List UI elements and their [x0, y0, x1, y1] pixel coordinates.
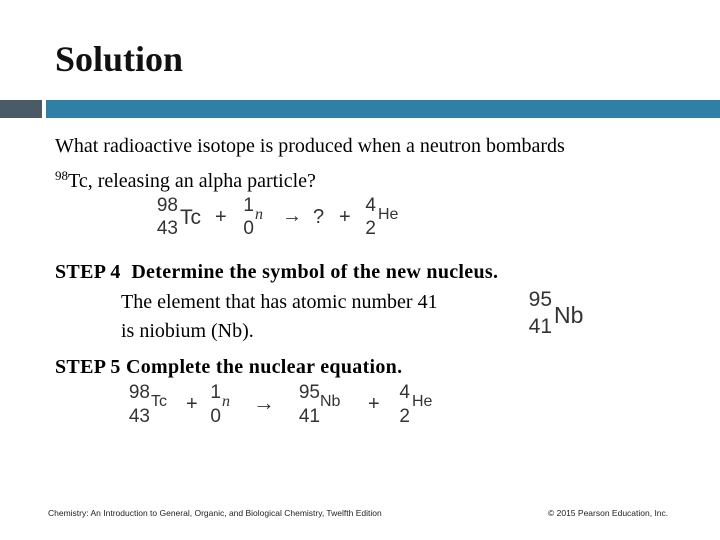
slide-title: Solution — [55, 39, 184, 79]
footer-copyright: © 2015 Pearson Education, Inc. — [548, 508, 669, 518]
eq1-he-atomic: 2 — [365, 218, 376, 239]
eq1-tc-mass: 98 — [156, 195, 178, 216]
nb-mass: 95 — [528, 288, 552, 311]
eq2-tc-symbol: Tc — [151, 393, 167, 410]
nb-symbol: Nb — [554, 302, 584, 328]
eq2-plus-2: + — [368, 393, 380, 415]
nb-atomic: 41 — [528, 315, 552, 338]
eq2-nb-atomic: 41 — [298, 406, 320, 427]
question-text — [55, 132, 695, 196]
eq1-unknown: ? — [313, 206, 325, 228]
eq1-tc-symbol: Tc — [180, 206, 201, 229]
question-superscript: 98 — [55, 168, 68, 183]
eq1-he-mass: 4 — [365, 195, 376, 216]
eq2-nb-symbol: Nb — [320, 393, 341, 410]
step5-heading: STEP 5 Complete the nuclear equation. — [55, 356, 403, 378]
eq2-arrow: → — [253, 390, 275, 415]
eq2-plus-1: + — [186, 393, 198, 415]
step4-line2: is niobium (Nb). — [121, 320, 254, 342]
question-line2: Tc, releasing an alpha particle? — [68, 170, 316, 192]
eq2-n-symbol: n — [222, 393, 230, 410]
eq1-n-atomic: 0 — [243, 218, 254, 239]
eq2-tc-mass: 98 — [128, 382, 150, 403]
eq1-n-mass: 1 — [243, 195, 254, 216]
eq2-n-mass: 1 — [210, 382, 221, 403]
step4-line1: The element that has atomic number 41 — [121, 291, 438, 313]
footer-book-title: Chemistry: An Introduction to General, Organic, and Biological Chemistry, Twelfth Edition — [48, 508, 382, 518]
step4-heading: STEP 4 Determine the symbol of the new nucleus. — [55, 261, 499, 283]
title-bar — [46, 100, 720, 118]
eq2-he-mass: 4 — [399, 382, 410, 403]
eq1-he-symbol: He — [378, 206, 399, 223]
question-line1: What radioactive isotope is produced when a neutron bombards — [55, 135, 565, 157]
eq1-tc-atomic: 43 — [156, 218, 178, 239]
eq2-n-atomic: 0 — [210, 406, 221, 427]
eq1-plus-1: + — [215, 206, 227, 228]
eq2-he-symbol: He — [412, 393, 433, 410]
eq2-he-atomic: 2 — [399, 406, 410, 427]
title-bar-accent — [0, 100, 42, 118]
eq2-tc-atomic: 43 — [128, 406, 150, 427]
eq1-plus-2: + — [339, 206, 351, 228]
eq1-arrow: → — [282, 205, 302, 227]
eq1-n-symbol: n — [255, 206, 263, 223]
eq2-nb-mass: 95 — [298, 382, 320, 403]
